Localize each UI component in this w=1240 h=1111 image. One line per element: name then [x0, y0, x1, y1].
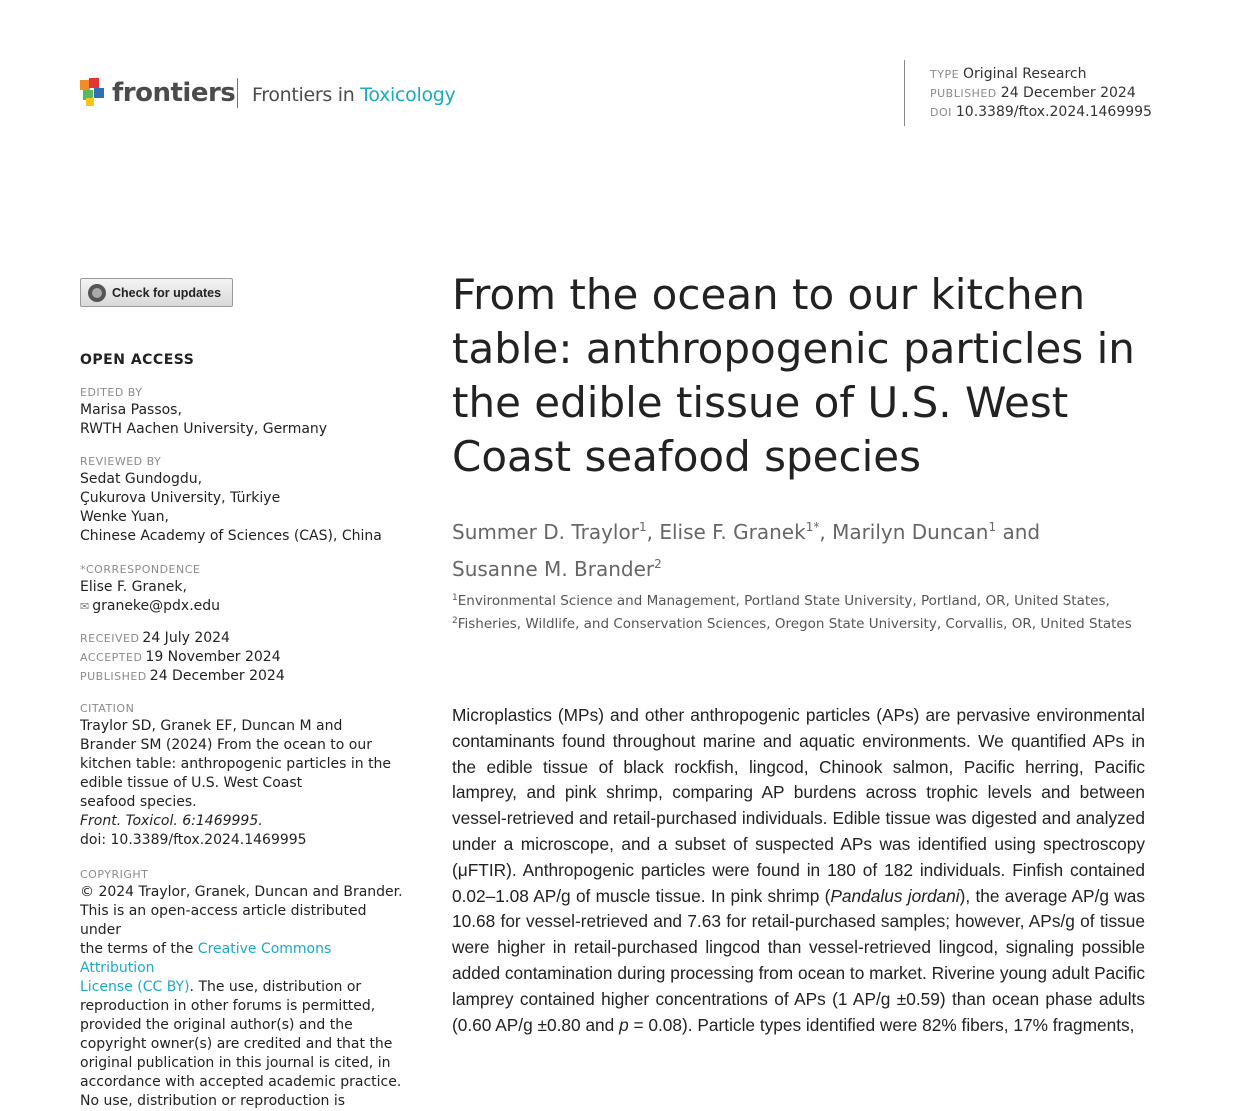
doi-key: DOI [930, 106, 952, 119]
author-affil-sup: 1 [638, 520, 647, 534]
citation-journal: Front. Toxicol. 6:1469995. [80, 813, 263, 829]
reviewer-2-affiliation: Chinese Academy of Sciences (CAS), China [80, 528, 382, 544]
citation-doi[interactable]: doi: 10.3389/ftox.2024.1469995 [80, 832, 307, 848]
header-divider [237, 78, 238, 108]
citation-label: CITATION [80, 702, 135, 715]
abstract-plus-minus: ±0.59 [896, 988, 940, 1009]
published-key: PUBLISHED [930, 87, 997, 100]
sidebar-published-key: PUBLISHED [80, 670, 147, 683]
journal-name[interactable] [252, 84, 455, 106]
open-access-block [80, 351, 410, 370]
affiliations [452, 588, 1152, 634]
author-conjunction: and [1002, 520, 1041, 544]
crossmark-icon [88, 284, 106, 302]
copyright-line: the terms of the [80, 941, 198, 957]
editor-affiliation: RWTH Aachen University, Germany [80, 421, 328, 437]
copyright-line: copyright owner(s) are credited and that the [80, 1036, 393, 1052]
correspondence-name: Elise F. Granek, [80, 579, 187, 595]
affiliation-1: Environmental Science and Management, Portland State University, Portland, OR, United States, [457, 593, 1110, 609]
reviewer-1-affiliation: Çukurova University, Türkiye [80, 490, 281, 506]
copyright-line: No use, distribution or reproduction is [80, 1093, 346, 1109]
author-name[interactable]: Summer D. Traylor [452, 520, 639, 544]
reviewed-by-block [80, 454, 410, 546]
edited-by-label: EDITED BY [80, 386, 143, 399]
copyright-line: This is an open-access article distributed under [80, 903, 367, 938]
copyright-line: . The use, distribution or [189, 979, 362, 995]
affil-sup: 1 [452, 593, 458, 603]
meta-divider [904, 60, 905, 126]
article-title: From the ocean to our kitchen table: anthropogenic particles in the edible tissue of U.S. West Coast seafood species [452, 270, 1135, 481]
author-name[interactable]: Marilyn Duncan [832, 520, 989, 544]
reviewer-2-name: Wenke Yuan, [80, 509, 169, 525]
frontiers-logo-icon [80, 78, 106, 108]
check-updates-label: Check for updates [112, 285, 222, 300]
accepted-value: 19 November 2024 [145, 649, 281, 665]
check-for-updates-button[interactable] [80, 278, 233, 307]
frontiers-logo[interactable] [80, 76, 235, 110]
type-key: TYPE [930, 68, 960, 81]
copyright-line: provided the original author(s) and the [80, 1017, 353, 1033]
citation-line: seafood species. [80, 794, 197, 810]
author-name[interactable]: Elise F. Granek [659, 520, 806, 544]
citation-line: kitchen table: anthropogenic particles in the [80, 756, 392, 772]
editor-name: Marisa Passos, [80, 402, 182, 418]
abstract-plus-minus: ±0.80 [537, 1014, 581, 1035]
article-meta [930, 65, 1152, 122]
cc-license-link[interactable]: Creative Commons Attribution [80, 941, 332, 976]
copyright-line: © 2024 Traylor, Granek, Duncan and Brander. [80, 884, 403, 900]
citation-block [80, 701, 410, 850]
envelope-icon: ✉ [80, 600, 90, 613]
affiliation-2: Fisheries, Wildlife, and Conservation Sciences, Oregon State University, Corvallis, OR, United States [457, 616, 1132, 632]
author-affil-sup: 1 [988, 520, 997, 534]
published-value: 24 December 2024 [1000, 85, 1136, 101]
citation-line: Traylor SD, Granek EF, Duncan M and [80, 718, 343, 734]
accepted-key: ACCEPTED [80, 651, 143, 664]
abstract-text: ), the average AP/g was 10.68 for vessel-retrieved and 7.63 for retail-purchased samples; however, APs/g of tissue were higher in retail-purchased lingcod than vessel-retrieved lingcod, signaling possible added contamination during processing from ocean to market. Riverine young adult Pacific lamprey contained higher concentrations of APs (1 AP/g [452, 885, 1145, 1009]
sidebar-published-value: 24 December 2024 [149, 668, 285, 684]
author-list: Summer D. Traylor$^1$, Elise F. Granek$^{1*}$, Marilyn Duncan$^1$ and Susanne M. Brander$^2$ [452, 520, 1041, 581]
author-affil-sup: 1* [805, 520, 820, 534]
received-key: RECEIVED [80, 632, 140, 645]
copyright-line: original publication in this journal is cited, in [80, 1055, 391, 1071]
copyright-line: reproduction in other forums is permitted, [80, 998, 376, 1014]
received-value: 24 July 2024 [142, 630, 230, 646]
journal-field: Toxicology [360, 84, 456, 106]
author-name[interactable]: Susanne M. Brander [452, 557, 655, 581]
doi-value[interactable]: 10.3389/ftox.2024.1469995 [955, 104, 1152, 120]
correspondence-email[interactable]: graneke@pdx.edu [92, 598, 221, 614]
correspondence-label: *CORRESPONDENCE [80, 563, 201, 576]
affil-sup: 2 [452, 616, 458, 626]
open-access-label: OPEN ACCESS [80, 352, 195, 368]
citation-line: Brander SM (2024) From the ocean to our [80, 737, 372, 753]
reviewer-1-name: Sedat Gundogdu, [80, 471, 203, 487]
abstract-p-value: p [619, 1014, 629, 1035]
author-affil-sup: 2 [654, 557, 662, 571]
type-value: Original Research [963, 66, 1087, 82]
citation-line: edible tissue of U.S. West Coast [80, 775, 303, 791]
brand-name: frontiers [112, 78, 236, 108]
abstract-species: Pandalus jordani [830, 885, 960, 906]
edited-by-block [80, 385, 410, 439]
journal-prefix: Frontiers in [252, 84, 361, 106]
abstract [452, 703, 1145, 1038]
copyright-line: accordance with accepted academic practice. [80, 1074, 402, 1090]
dates-block [80, 629, 410, 686]
abstract-text: Microplastics (MPs) and other anthropogenic particles (APs) are pervasive environmental contaminants found throughout marine and aquatic environments. We quantified APs in the edible tissue of black rockfish, lingcod, Chinook salmon, Pacific herring, Pacific lamprey, and pink shrimp, comparing AP burdens across trophic levels and between vessel-retrieved and retail-purchased individuals. Edible tissue was digested and analyzed under a microscope, and a subset of suspected APs was identified using spectroscopy (μFTIR). Anthropogenic particles were found in 180 of 182 individuals. Finfish contained 0.02–1.08 AP/g of muscle tissue. In pink shrimp ( [452, 705, 1145, 906]
abstract-text: ) than ocean phase adults (0.60 AP/g [452, 988, 1145, 1035]
abstract-text: and [580, 1014, 620, 1035]
copyright-block [80, 867, 410, 1111]
abstract-text: = 0.08). Particle types identified were 82% fibers, 17% fragments, [628, 1014, 1135, 1035]
copyright-label: COPYRIGHT [80, 868, 149, 881]
reviewed-by-label: REVIEWED BY [80, 455, 162, 468]
cc-by-link[interactable]: License (CC BY) [80, 979, 190, 995]
correspondence-block [80, 562, 410, 616]
